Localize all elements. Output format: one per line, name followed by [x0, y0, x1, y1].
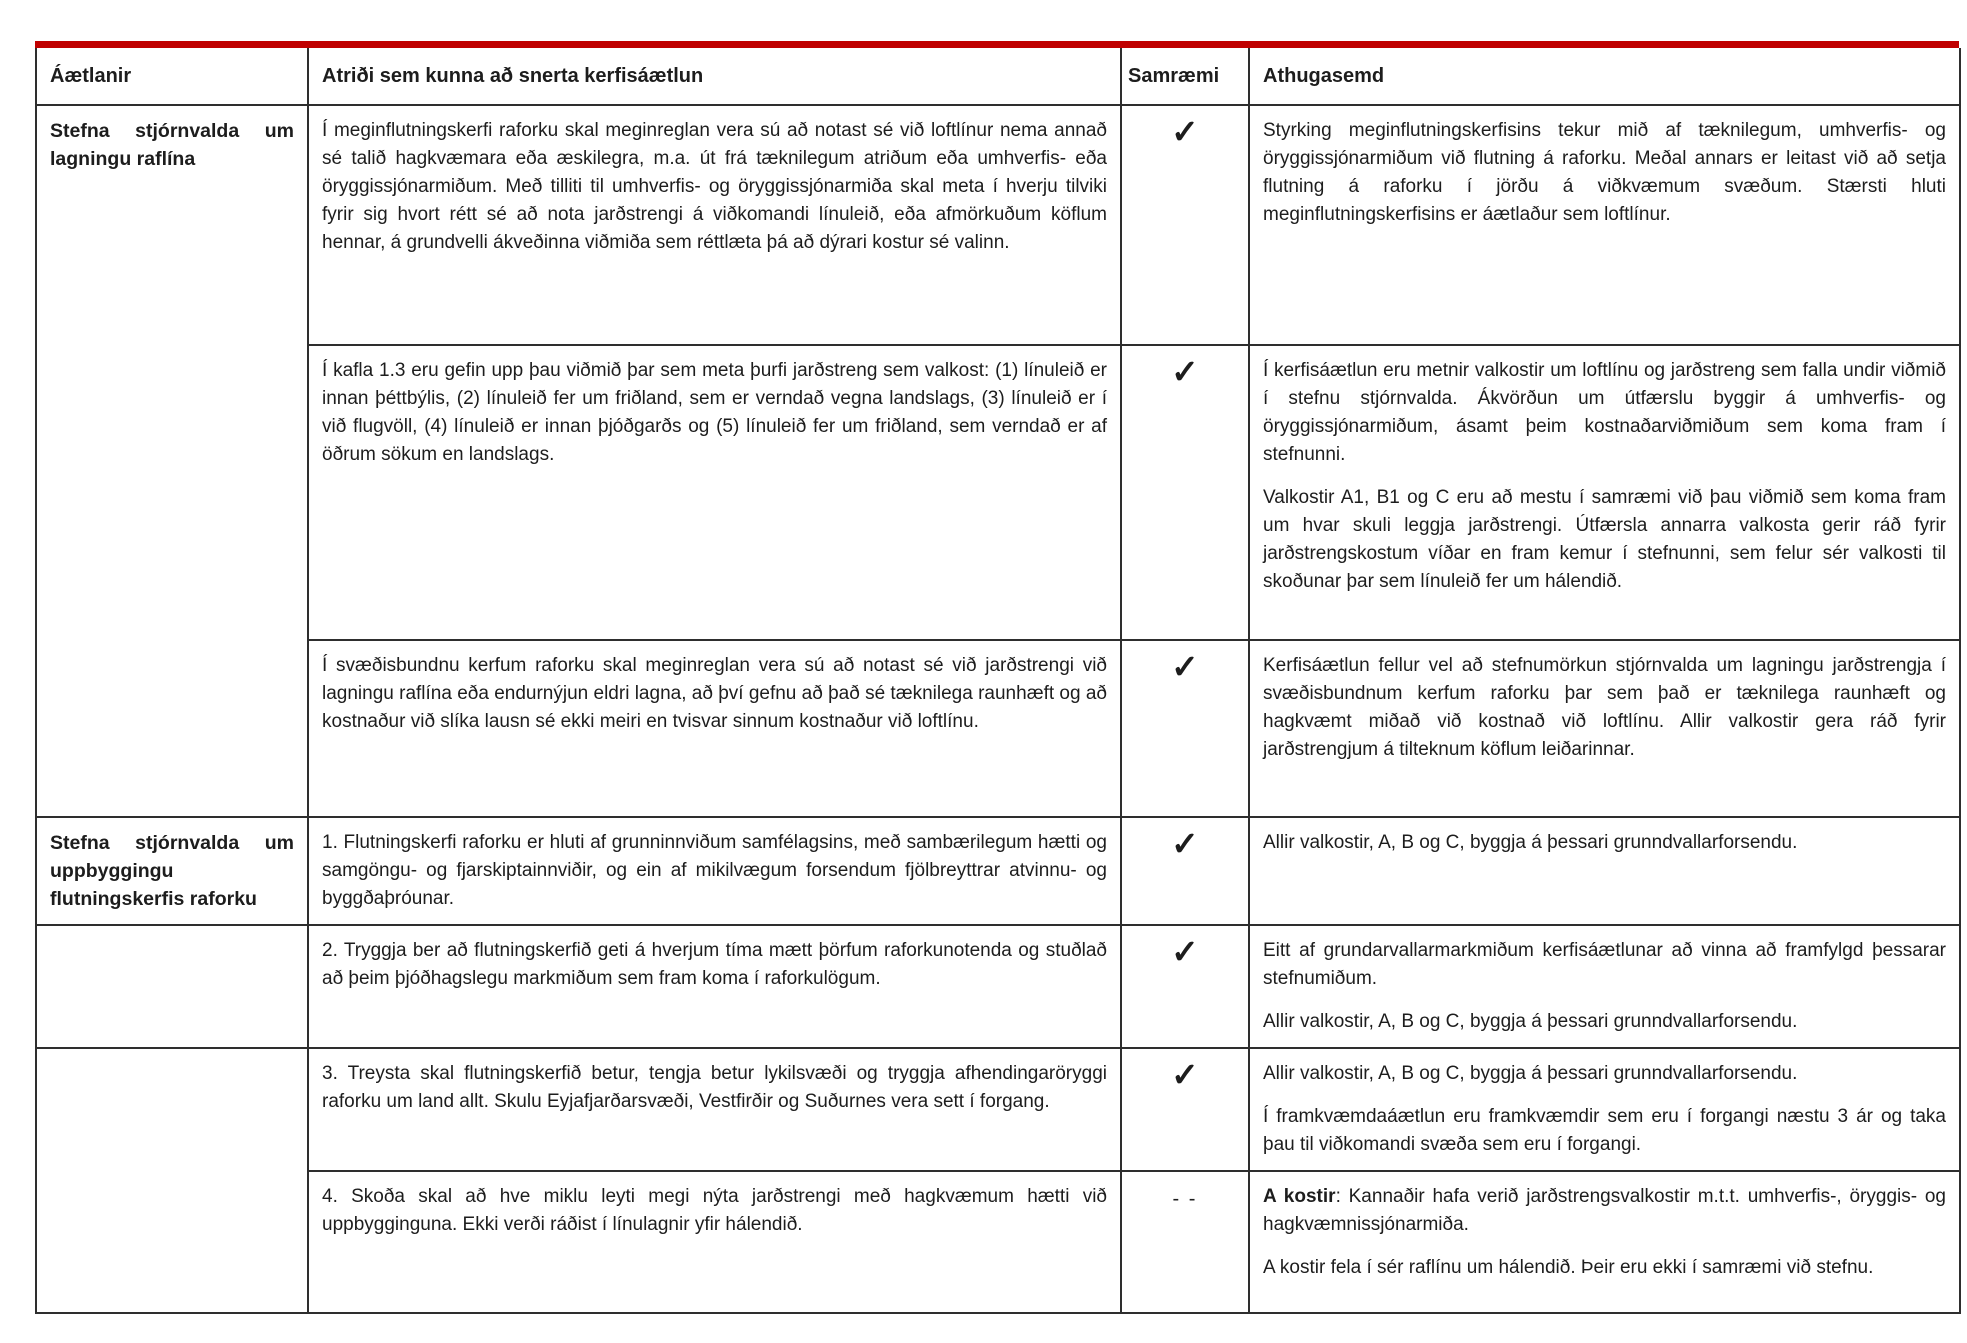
column-header-comment: Athugasemd — [1249, 48, 1960, 105]
samraemi-cell — [1121, 1048, 1249, 1171]
group-cell-empty — [36, 1048, 308, 1313]
samraemi-cell — [1121, 640, 1249, 817]
column-header-items: Atriði sem kunna að snerta kerfisáætlun — [308, 48, 1121, 105]
table-header-row — [36, 48, 1960, 105]
checkmark-icon: ✓ — [1171, 648, 1199, 685]
checkmark-icon: ✓ — [1171, 353, 1199, 390]
policy-compliance-table — [35, 48, 1961, 1314]
athugasemd-cell — [1249, 925, 1960, 1048]
table-row — [36, 817, 1960, 925]
athugasemd-cell — [1249, 640, 1960, 817]
column-header-compliance: Samræmi — [1121, 48, 1249, 105]
paragraph — [1263, 1183, 1946, 1239]
paragraph: Í framkvæmdaáætlun eru framkvæmdir sem eru í forgangi næstu 3 ár og taka þau til viðkomandi svæða sem eru í forgangi. — [1263, 1106, 1946, 1155]
checkmark-icon: ✓ — [1171, 825, 1199, 862]
paragraph: Allir valkostir, A, B og C, byggja á þessari grunndvallarforsendu. — [1263, 1063, 1798, 1084]
column-header-planning: Áætlanir — [36, 48, 308, 105]
paragraph: Eitt af grundarvallarmarkmiðum kerfisáætlunar að vinna að framfylgd þessarar stefnumiðum. — [1263, 940, 1946, 989]
paragraph-text: : Kannaðir hafa verið jarðstrengsvalkostir m.t.t. umhverfis-, öryggis- og hagkvæmnissjónarmiða. — [1263, 1186, 1946, 1235]
paragraph: Valkostir A1, B1 og C eru að mestu í samræmi við þau viðmið sem koma fram um hvar skuli leggja jarðstrengi. Útfærsla annarra valkosta gerir ráð fyrir jarðstrengskostum víðar en fram kemur í stefnunni, sem felur sér valkosti til skoðunar þar sem línuleið fer um hálendið. — [1263, 487, 1946, 592]
samraemi-cell — [1121, 1171, 1249, 1313]
atridi-cell: 1. Flutningskerfi raforku er hluti af grunninnviðum samfélagsins, með sambærilegum hætti og samgöngu- og fjarskiptainnviðir, og ein af mikilvægum forsendum fjölbreyttrar atvinnu- og byggðaþróunar. — [308, 817, 1121, 925]
atridi-cell: 4. Skoða skal að hve miklu leyti megi nýta jarðstrengi með hagkvæmum hætti við uppbygginguna. Ekki verði ráðist í línulagnir yfir hálendið. — [308, 1171, 1121, 1313]
athugasemd-cell — [1249, 345, 1960, 640]
paragraph: Allir valkostir, A, B og C, byggja á þessari grunndvallarforsendu. — [1263, 1011, 1798, 1032]
bold-lead-text: A kostir — [1263, 1186, 1336, 1207]
atridi-cell: Í svæðisbundnu kerfum raforku skal meginreglan vera sú að notast sé við jarðstrengi við lagningu raflína eða endurnýjun eldri lagna, að því gefnu að það sé tæknilega raunhæft og að kostnaður við slíka lausn sé ekki meiri en tvisvar sinnum kostnaður við loftlínu. — [308, 640, 1121, 817]
table-row — [36, 1048, 1960, 1171]
atridi-cell: 2. Tryggja ber að flutningskerfið geti á hverjum tíma mætt þörfum raforkunotenda og stuðlað að þeim þjóðhagslegu markmiðum sem fram koma í raforkulögum. — [308, 925, 1121, 1048]
atridi-cell: 3. Treysta skal flutningskerfið betur, tengja betur lykilsvæði og tryggja afhendingaröryggi raforku um land allt. Skulu Eyjafjarðarsvæði, Vestfirðir og Suðurnes vera sett í forgang. — [308, 1048, 1121, 1171]
group-cell-lagning-raflina: Stefna stjórnvalda um lagningu raflína — [36, 105, 308, 817]
paragraph: Allir valkostir, A, B og C, byggja á þessari grunndvallarforsendu. — [1263, 832, 1798, 853]
table-row — [36, 1171, 1960, 1313]
paragraph: Í kerfisáætlun eru metnir valkostir um loftlínu og jarðstreng sem falla undir viðmið í stefnu stjórnvalda. Ákvörðun um útfærslu byggir á umhverfis- og öryggissjónarmiðum, ásamt þeim kostnaðarviðmiðum sem koma fram í stefnunni. — [1263, 360, 1946, 465]
samraemi-cell — [1121, 105, 1249, 345]
double-dash-mark: - - — [1172, 1188, 1198, 1210]
samraemi-cell — [1121, 345, 1249, 640]
atridi-cell: Í meginflutningskerfi raforku skal meginreglan vera sú að notast sé við loftlínur nema annað sé talið hagkvæmara eða æskilegra, m.a. út frá tæknilegum atriðum eða umhverfis- eða öryggissjónarmiðum. Með tilliti til umhverfis- og öryggissjónarmiða skal meta í hverju tilviki fyrir sig hvort rétt sé að nota jarðstrengi á viðkomandi línuleið, eða afmörkuðum köflum hennar, á grundvelli ákveðinna viðmiða sem réttlæta þá að dýrari kostur sé valinn. — [308, 105, 1121, 345]
paragraph: Kerfisáætlun fellur vel að stefnumörkun stjórnvalda um lagningu jarðstrengja í svæðisbundnum kerfum raforku þar sem það er tæknilega raunhæft og hagkvæmt miðað við kostnað við loftlínu. Allir valkostir gera ráð fyrir jarðstrengjum á tilteknum köflum leiðarinnar. — [1263, 655, 1946, 760]
athugasemd-cell — [1249, 105, 1960, 345]
athugasemd-cell — [1249, 817, 1960, 925]
samraemi-cell — [1121, 817, 1249, 925]
group-cell-uppbygging-flutningskerfis: Stefna stjórnvalda um uppbyggingu flutningskerfis raforku — [36, 817, 308, 925]
athugasemd-cell — [1249, 1171, 1960, 1313]
samraemi-cell — [1121, 925, 1249, 1048]
checkmark-icon: ✓ — [1171, 1056, 1199, 1093]
paragraph: A kostir fela í sér raflínu um hálendið. Þeir eru ekki í samræmi við stefnu. — [1263, 1257, 1874, 1278]
checkmark-icon: ✓ — [1171, 933, 1199, 970]
table-row — [36, 925, 1960, 1048]
table-row — [36, 345, 1960, 640]
table-row — [36, 640, 1960, 817]
table-row — [36, 105, 1960, 345]
group-cell-empty — [36, 925, 308, 1048]
top-accent-rule — [35, 41, 1959, 48]
athugasemd-cell — [1249, 1048, 1960, 1171]
atridi-cell: Í kafla 1.3 eru gefin upp þau viðmið þar sem meta þurfi jarðstreng sem valkost: (1) línuleið er innan þéttbýlis, (2) línuleið fer um friðland, sem er verndað vegna landslags, (3) línuleið er í við flugvöll, (4) línuleið er innan þjóðgarðs og (5) línuleið fer um friðland, sem verndað er af öðrum sökum en landslags. — [308, 345, 1121, 640]
checkmark-icon: ✓ — [1171, 113, 1199, 150]
paragraph: Styrking meginflutningskerfisins tekur mið af tæknilegum, umhverfis- og öryggissjónarmiðum við flutning á raforku. Meðal annars er leitast við að setja flutning á raforku í jörðu á viðkvæmum svæðum. Stærsti hluti meginflutningskerfisins er áætlaður sem loftlínur. — [1263, 120, 1946, 225]
